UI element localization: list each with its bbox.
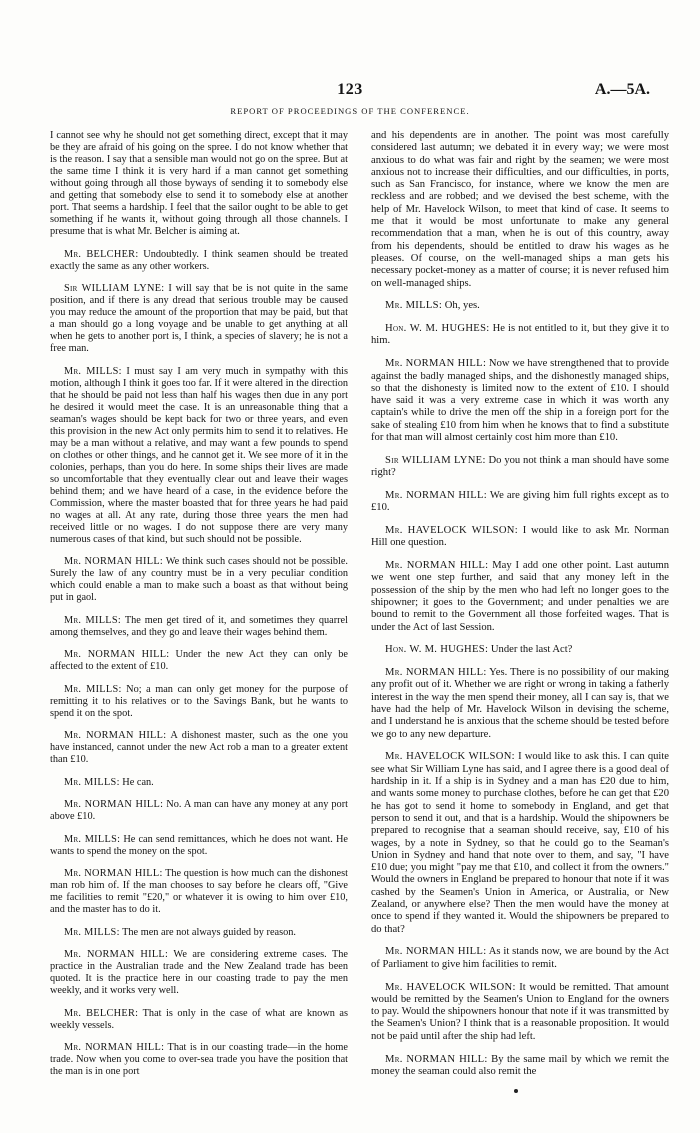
transcript-paragraph: [50, 730, 348, 766]
speaker-name: Mr. MILLS:: [64, 683, 122, 695]
transcript-paragraph: [371, 1054, 669, 1079]
paragraph-text: Under the last Act?: [488, 644, 573, 656]
speaker-name: Mr. MILLS:: [64, 833, 121, 845]
paragraph-text: That is only in the case of what are known as weekly vessels.: [50, 1007, 349, 1031]
paragraph-text: I will say that be is not quite in the same position, and if there is any dread that serious trouble may be caused you may reduce the amount of the proportion that may be paid, but that a man should go a long voyage and be unable to get anything at all when he gets to another port is, I think, a species of slavery; he is not a free man.: [50, 283, 348, 354]
transcript-paragraph: [50, 949, 348, 997]
speaker-name: Mr. MILLS:: [64, 926, 120, 938]
transcript-paragraph: [371, 946, 669, 971]
transcript-paragraph: [50, 777, 348, 789]
transcript-paragraph: [50, 684, 348, 720]
paragraph-text: The men are not always guided by reason.: [119, 926, 296, 938]
paragraph-text: Oh, yes.: [442, 300, 480, 312]
transcript-paragraph: [50, 649, 348, 673]
paragraph-text: Yes. There is no possibility of our making any profit out of it. Whether we are right or wrong in taking a fatherly interest in the way the men spend their money, all I can say is, that we have had the help of Mr. Havelock Wilson in devising the scheme, and I understand he is anxious that the scheme should be tested before we go to any new departure.: [371, 667, 669, 740]
running-title: REPORT OF PROCEEDINGS OF THE CONFERENCE.: [230, 106, 470, 116]
paragraph-text: May I add one other point. Last autumn we went one step further, and said that any money left in the possession of the ship by the men who had left no longer goes to the shipowner; it goes to the Government; and under penalties we are bound to remit to the Government all those forfeited wages. That is under the Act of last Session.: [371, 560, 669, 633]
document-reference: A.—5A.: [594, 81, 650, 98]
right-column: [371, 130, 669, 1089]
transcript-paragraph: [50, 868, 348, 916]
paragraph-text: We think such cases should not be possible. Surely the law of any country must be in a very peculiar condition which could enable a man to make such a boast as that without being put in gaol.: [50, 556, 348, 603]
transcript-paragraph: [50, 366, 348, 546]
speaker-name: Mr. MILLS:: [385, 300, 443, 312]
speaker-name: Hon. W. M. HUGHES:: [385, 644, 489, 656]
paragraph-text: I would like to ask this. I can quite see what Sir William Lyne has said, and I agree there is a good deal of hardship in it. If a ship is in Sydney and a man has £20 due to him, and wants some money to purchase clothes, before he can get that £20 he has got to send it home to somebody in England, and get that person to send it out, and that is a hardship. Would the shipowners be prepared to recognise that a seaman should receive, say, £10 of his wages, by a note in Sydney, so that he could go to the Seaman's Union in Sydney and hand that note over to them, and say, "I have £10 due; you might "pay me that £10, and collect it from the owners." Would the owners in England be prepared to honour that note if it was cashed by the Seamen's Union in America, or Australia, or New Zealand, or anywhere else? Then the men would have the money at once to spend if they wanted it. Would the shipowners be prepared to do that?: [371, 751, 670, 935]
speaker-name: Mr. NORMAN HILL:: [64, 1042, 165, 1053]
paragraph-text: No; a man can only get money for the purpose of remitting it to his relatives or to the Savings Bank, but he wants to spend it on the spot.: [50, 683, 348, 719]
paragraph-text: He is not entitled to it, but they give it to him.: [371, 323, 669, 347]
paragraph-text: and his dependents are in another. The point was most carefully considered last autumn; we debated it in every way; we were most anxious to do what was fair and right by the seamen; we were most anxious not to increase their difficulties, and our difficulties, in ports, such as San Francisco, for instance, where we know the men are reckless and are robbed; and we devised the best scheme, with the help of Mr. Havelock Wilson, to meet that kind of case. It seems to me that it would be most unfortunate to make any general recommendation that a man, when he is out of this country, away from his dependents, should be entitled to draw his wages as he pleases. Of course, on the well-managed ships a man gets his necessary pocket-money as a matter of course; it is never refused him on well-managed ships.: [371, 130, 669, 289]
transcript-paragraph: [371, 644, 669, 656]
transcript-paragraph: [371, 358, 669, 444]
speaker-name: Mr. NORMAN HILL:: [385, 946, 487, 958]
transcript-paragraph: [50, 927, 348, 939]
speaker-name: Mr. NORMAN HILL:: [385, 358, 487, 370]
transcript-paragraph: [50, 799, 348, 823]
speaker-name: Mr. NORMAN HILL:: [64, 949, 169, 960]
paragraph-text: By the same mail by which we remit the money the seaman could also remit the: [371, 1053, 669, 1077]
paragraph-text: No. A man can have any money at any port above £10.: [50, 799, 348, 822]
transcript-paragraph: [50, 556, 348, 604]
paragraph-text: The men get tired of it, and sometimes they quarrel among themselves, and they go and leave their wages behind them.: [50, 614, 348, 638]
transcript-paragraph: [371, 982, 669, 1043]
speaker-name: Mr. NORMAN HILL:: [64, 799, 164, 810]
speaker-name: Mr. HAVELOCK WILSON:: [385, 525, 519, 537]
speaker-name: Mr. NORMAN HILL:: [385, 489, 487, 501]
transcript-paragraph: [50, 283, 348, 355]
paragraph-text: He can.: [119, 776, 154, 788]
transcript-paragraph: [50, 834, 348, 858]
speaker-name: Sir WILLIAM LYNE:: [64, 283, 165, 294]
transcript-paragraph: [371, 667, 669, 741]
left-column: [50, 130, 348, 1089]
paragraph-text: I must say I am very much in sympathy with this motion, although I think it goes too far. If it were altered in the direction that he should be paid not less than half his wages then due in any port he desired it would meet the case. It is an unreasonable thing that a seaman's wages should be kept back for two or three years, and even this provision in the new Act only permits him to send it to relatives. He may be a man without a relative, and may want a few pounds to spend on clothes or other things, and he cannot get it. We see more of it in the colonies, perhaps, than you do here. In some ships their lives are made so uncomfortable that they eventually clear out and leave their wages behind them; and we have heard of a case, in the evidence before the Commission, where the master boasted that for three years he had paid no wages at all. At any rate, during those three years the men had received little or no wages. I do not suppose there are very many numerous cases of that kind, but such should not be possible.: [50, 365, 348, 545]
transcript-paragraph: [50, 249, 348, 273]
transcript-paragraph: [371, 300, 669, 312]
speaker-name: Mr. NORMAN HILL:: [385, 667, 487, 679]
speaker-name: Mr. BELCHER:: [64, 1007, 139, 1019]
paragraph-text: We are considering extreme cases. The practice in the Australian trade and the New Zealand trade has been quoted. It is the practice here in our coasting trade to pay the men weekly, and it works very well.: [50, 949, 348, 996]
speaker-name: Mr. NORMAN HILL:: [64, 556, 164, 567]
speaker-name: Mr. NORMAN HILL:: [64, 649, 170, 660]
paragraph-text: As it stands now, we are bound by the Act of Parliament to give him facilities to remit.: [371, 946, 669, 970]
paragraph-text: Under the new Act they can only be affected to the extent of £10.: [50, 649, 349, 672]
paragraph-text: The question is how much can the dishonest man rob him of. If the man chooses to say before he clears off, "Give me facilities to remit "£20," or whatever it is owing to him over £10, and the master has to do it.: [50, 868, 348, 915]
transcript-paragraph: [371, 323, 669, 348]
paragraph-text: Now we have strengthened that to provide against the badly managed ships, and the dishonestly managed ships, so that the dishonesty is limited now to the extent of £10. I should have said it was a very extreme case in which it was worth any captain's while to drive the men off the ship in a foreign port for the sake of stealing £10 from him when he knows that to find a substitute for that man will almost certainly cost him more than £10.: [371, 358, 669, 444]
transcript-paragraph: [50, 1042, 348, 1078]
paragraph-text: He can send remittances, which he does not want. He wants to spend the money on the spot.: [50, 833, 348, 857]
speaker-name: Mr. MILLS:: [64, 614, 122, 626]
transcript-paragraph: [371, 455, 669, 480]
speaker-name: Mr. HAVELOCK WILSON:: [385, 751, 515, 763]
paragraph-text: I would like to ask Mr. Norman Hill one question.: [371, 525, 670, 549]
speaker-name: Mr. NORMAN HILL:: [385, 1053, 488, 1065]
speaker-name: Sir WILLIAM LYNE:: [385, 454, 486, 466]
page-number: 123: [337, 81, 363, 98]
speaker-name: Mr. MILLS:: [64, 776, 120, 788]
transcript-paragraph: [371, 130, 669, 290]
paragraph-text: A dishonest master, such as the one you have instanced, cannot under the new Act rob a man to a greater extent than £10.: [50, 730, 348, 765]
paragraph-text: Do you not think a man should have some right?: [371, 454, 669, 479]
speaker-name: Mr. NORMAN HILL:: [64, 730, 167, 741]
speaker-name: Mr. MILLS:: [64, 365, 122, 377]
speaker-name: Mr. HAVELOCK WILSON:: [385, 981, 516, 993]
transcript-paragraph: [371, 751, 669, 935]
speaker-name: Hon. W. M. HUGHES:: [385, 323, 490, 335]
paragraph-text: That is in our coasting trade—in the home trade. Now when you come to over-sea trade you have the position that the man is in one port: [50, 1042, 348, 1077]
transcript-paragraph: [50, 1008, 348, 1032]
paragraph-text: Undoubtedly. I think seamen should be treated exactly the same as any other workers.: [50, 248, 349, 272]
paragraph-text: We are giving him full rights except as to £10.: [371, 489, 669, 514]
transcript-paragraph: [371, 490, 669, 515]
paragraph-text: It would be remitted. That amount would be remitted by the Seamen's Union to England for the owners to pay. Would the shipowners honour that note if it was transmitted by the Seamen's Union? I think that is a reasonable proposition. It would not be paid until after the ship had left.: [371, 981, 669, 1042]
transcript-paragraph: [371, 560, 669, 634]
paragraph-text: I cannot see why he should not get something direct, except that it may be they are afraid of his going on the spree. I do not know whether that is the reason. I say that a sensible man would not go on the spree. But at the same time I think it is very hard if a man cannot get something without going through all those byways of sending it to somebody else and getting that somebody else to send it to somebody else at another port. That seems a hardship. I feel that the sailor ought to be able to get something if he wants it, without going through all those channels. I presume that is what Mr. Belcher is aiming at.: [50, 130, 348, 237]
speaker-name: Mr. NORMAN HILL:: [64, 868, 163, 879]
speaker-name: Mr. BELCHER:: [64, 248, 139, 260]
transcript-paragraph: [50, 615, 348, 639]
page-mark: [514, 1089, 518, 1093]
transcript-paragraph: [50, 130, 348, 238]
transcript-paragraph: [371, 525, 669, 550]
speaker-name: Mr. NORMAN HILL:: [385, 560, 489, 572]
